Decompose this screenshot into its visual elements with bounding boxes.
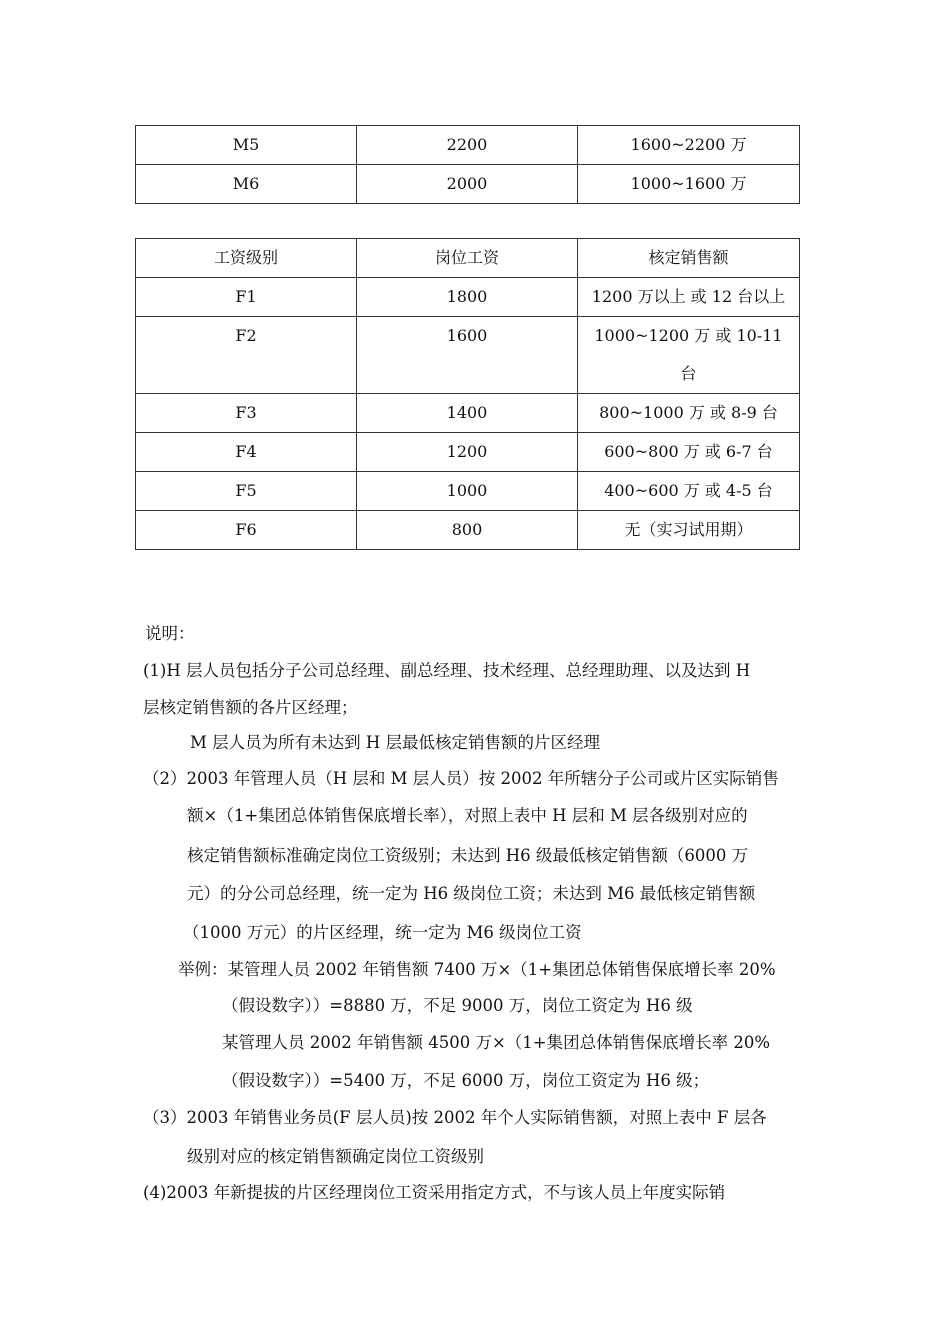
note-line: (1)H 层人员包括分子公司总经理、副总经理、技术经理、总经理助理、以及达到 H: [143, 661, 751, 680]
note-line: 层核定销售额的各片区经理；: [143, 698, 358, 717]
table-cell: F2: [136, 317, 357, 394]
table-cell: 2200: [357, 126, 578, 165]
table-cell: 1600: [357, 317, 578, 394]
table-cell: F1: [136, 278, 357, 317]
table-cell: M5: [136, 126, 357, 165]
table-cell: F6: [136, 511, 357, 550]
column-header: 岗位工资: [357, 239, 578, 278]
column-header: 工资级别: [136, 239, 357, 278]
notes-heading: 说明：: [145, 624, 195, 643]
note-line: 举例：某管理人员 2002 年销售额 7400 万×（1+集团总体销售保底增长率 20%: [178, 960, 776, 979]
m-level-salary-table: [135, 125, 800, 204]
table-header-row: [136, 239, 800, 278]
note-line: （假设数字））=8880 万，不足 9000 万，岗位工资定为 H6 级: [222, 996, 693, 1015]
table-cell: 1000~1600 万: [578, 165, 800, 204]
table-cell: 无（实习试用期）: [578, 511, 800, 550]
f-level-salary-table: [135, 238, 800, 550]
table-cell: 1600~2200 万: [578, 126, 800, 165]
table-cell: 800: [357, 511, 578, 550]
table-cell: F5: [136, 472, 357, 511]
table-cell: 1200 万以上 或 12 台以上: [578, 278, 800, 317]
note-line: （1000 万元）的片区经理，统一定为 M6 级岗位工资: [183, 923, 582, 942]
table-cell: 1200: [357, 433, 578, 472]
table-cell: 800~1000 万 或 8-9 台: [578, 394, 800, 433]
table-cell: 1000~1200 万 或 10-11 台: [578, 317, 800, 394]
table-cell: M6: [136, 165, 357, 204]
table-cell: 1000: [357, 472, 578, 511]
table-row: [136, 317, 800, 394]
table-row: [136, 472, 800, 511]
note-line: 级别对应的核定销售额确定岗位工资级别: [187, 1147, 484, 1166]
note-line: 核定销售额标准确定岗位工资级别；未达到 H6 级最低核定销售额（6000 万: [187, 846, 749, 865]
table-cell: 1800: [357, 278, 578, 317]
note-line: （2）2003 年管理人员（H 层和 M 层人员）按 2002 年所辖分子公司或片区实际销售: [143, 769, 779, 788]
note-line: （3）2003 年销售业务员(F 层人员)按 2002 年个人实际销售额，对照上表中 F 层各: [143, 1108, 767, 1127]
table-cell: 1400: [357, 394, 578, 433]
note-line: 某管理人员 2002 年销售额 4500 万×（1+集团总体销售保底增长率 20%: [222, 1033, 771, 1052]
table-cell: F3: [136, 394, 357, 433]
table-row: [136, 165, 800, 204]
column-header: 核定销售额: [578, 239, 800, 278]
table-row: [136, 278, 800, 317]
table-cell: 600~800 万 或 6-7 台: [578, 433, 800, 472]
note-line: 额×（1+集团总体销售保底增长率），对照上表中 H 层和 M 层各级别对应的: [187, 806, 748, 825]
note-line: M 层人员为所有未达到 H 层最低核定销售额的片区经理: [190, 733, 601, 752]
note-line: (4)2003 年新提拔的片区经理岗位工资采用指定方式，不与该人员上年度实际销: [143, 1183, 726, 1202]
note-line: 元）的分公司总经理，统一定为 H6 级岗位工资；未达到 M6 最低核定销售额: [187, 884, 756, 903]
table-cell: 400~600 万 或 4-5 台: [578, 472, 800, 511]
table-cell: F4: [136, 433, 357, 472]
table-row: [136, 433, 800, 472]
table-row: [136, 511, 800, 550]
table-row: [136, 126, 800, 165]
table-cell: 2000: [357, 165, 578, 204]
note-line: （假设数字））=5400 万，不足 6000 万，岗位工资定为 H6 级；: [222, 1071, 710, 1090]
table-row: [136, 394, 800, 433]
